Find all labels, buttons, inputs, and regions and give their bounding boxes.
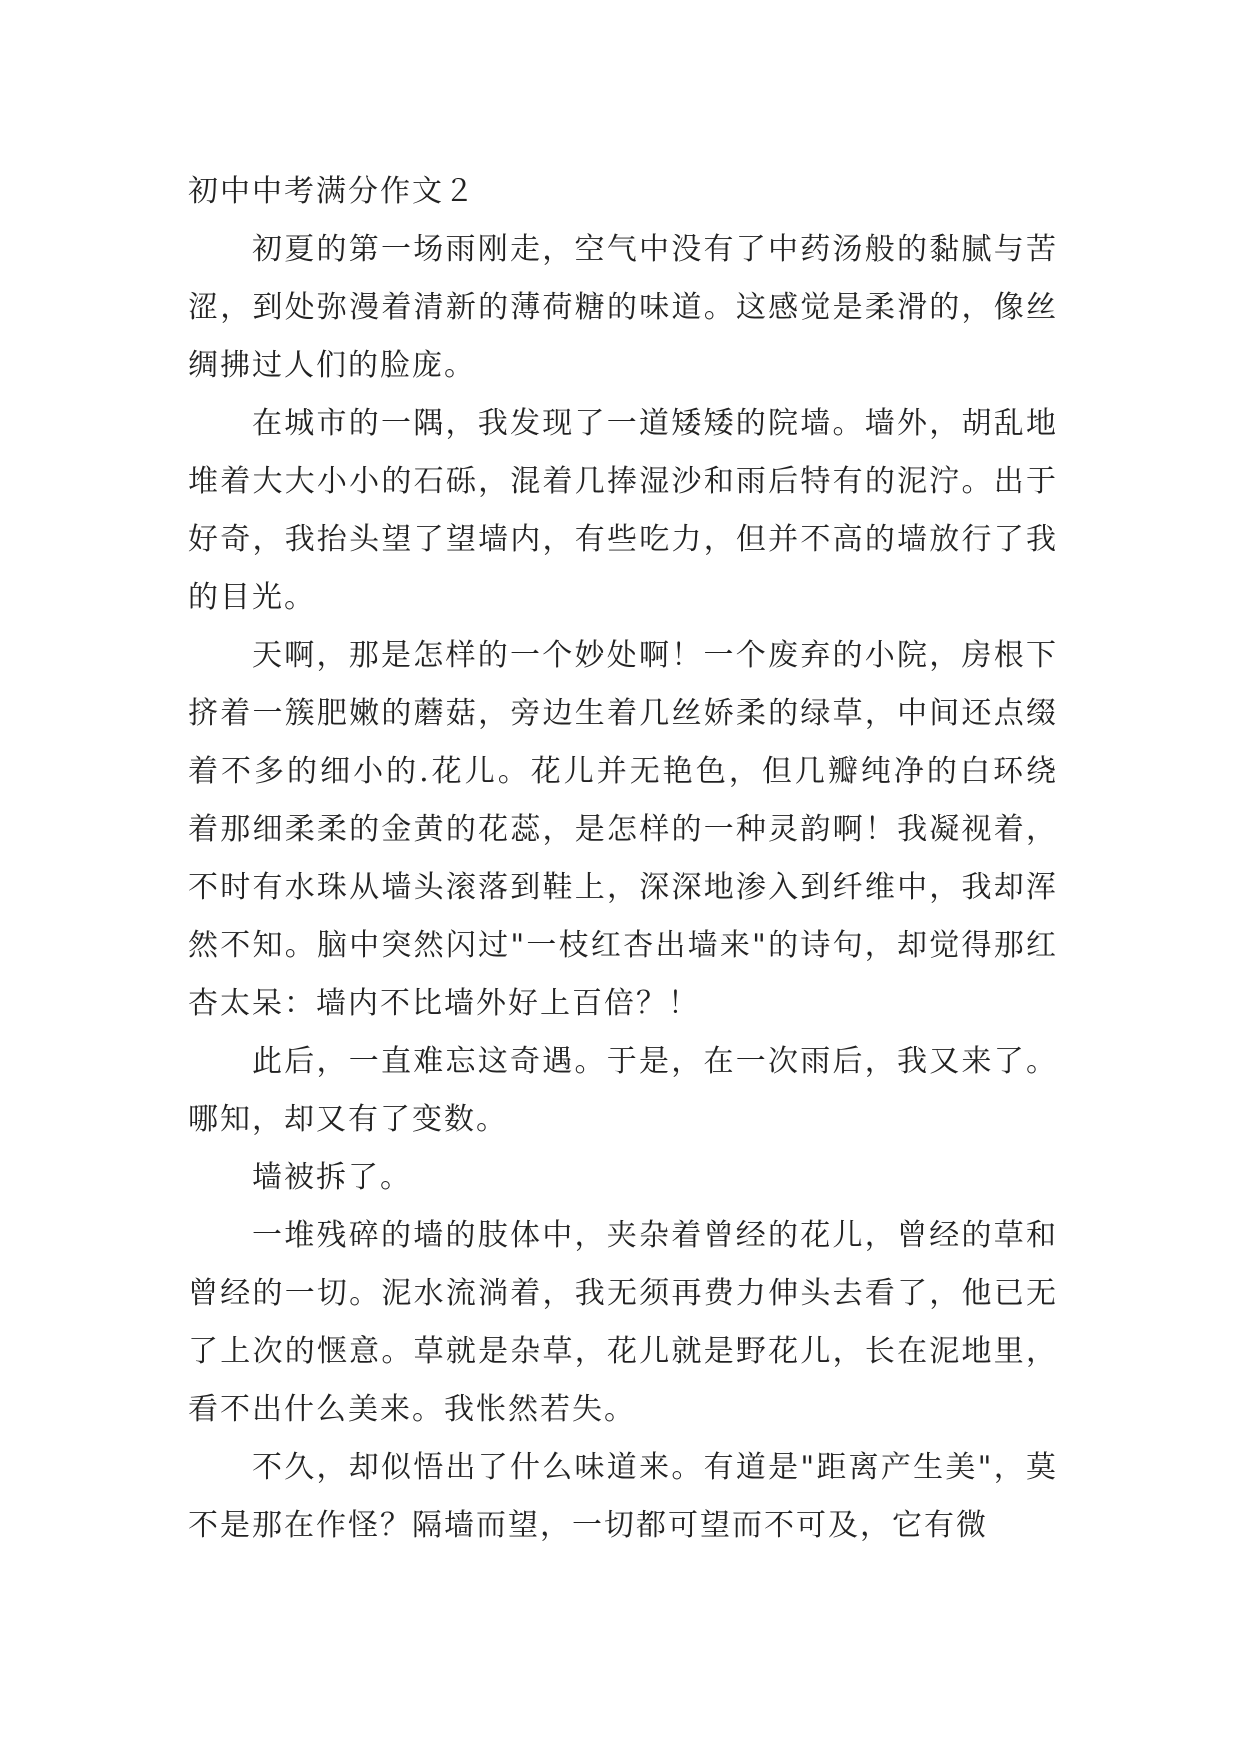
paragraph: 墙被拆了。 — [252, 1160, 412, 1195]
paragraph: 在城市的一隅，我发现了一道矮矮的院墙。墙外，胡乱地堆着大大小小的石砾，混着几捧湿沙和雨后特有的泥泞。出于好奇，我抬头望了望墙内，有些吃力，但并不高的墙放行了我的目光。 — [188, 406, 1058, 615]
paragraph: 天啊，那是怎样的一个妙处啊！一个废弃的小院，房根下挤着一簇肥嫩的蘑菇，旁边生着几丝娇柔的绿草，中间还点缀着不多的细小的.花儿。花儿并无艳色，但几瓣纯净的白环绕着那细柔柔的金黄的花蕊，是怎样的一种灵韵啊！我凝视着，不时有水珠从墙头滚落到鞋上，深深地渗入到纤维中，我却浑然不知。脑中突然闪过"一枝红杏出墙来"的诗句，却觉得那红杏太呆：墙内不比墙外好上百倍？！ — [188, 638, 1058, 1021]
document-title: 初中中考满分作文２ — [188, 174, 476, 209]
paragraph: 此后，一直难忘这奇遇。于是，在一次雨后，我又来了。哪知，却又有了变数。 — [188, 1044, 1058, 1137]
document-body — [188, 163, 1058, 1555]
paragraph: 初夏的第一场雨刚走，空气中没有了中药汤般的黏腻与苦涩，到处弥漫着清新的薄荷糖的味道。这感觉是柔滑的，像丝绸拂过人们的脸庞。 — [188, 232, 1058, 383]
paragraph: 不久，却似悟出了什么味道来。有道是"距离产生美"，莫不是那在作怪？隔墙而望，一切都可望而不可及，它有微 — [188, 1450, 1058, 1543]
paragraph: 一堆残碎的墙的肢体中，夹杂着曾经的花儿，曾经的草和曾经的一切。泥水流淌着，我无须再费力伸头去看了，他已无了上次的惬意。草就是杂草，花儿就是野花儿，长在泥地里，看不出什么美来。我怅然若失。 — [188, 1218, 1058, 1427]
